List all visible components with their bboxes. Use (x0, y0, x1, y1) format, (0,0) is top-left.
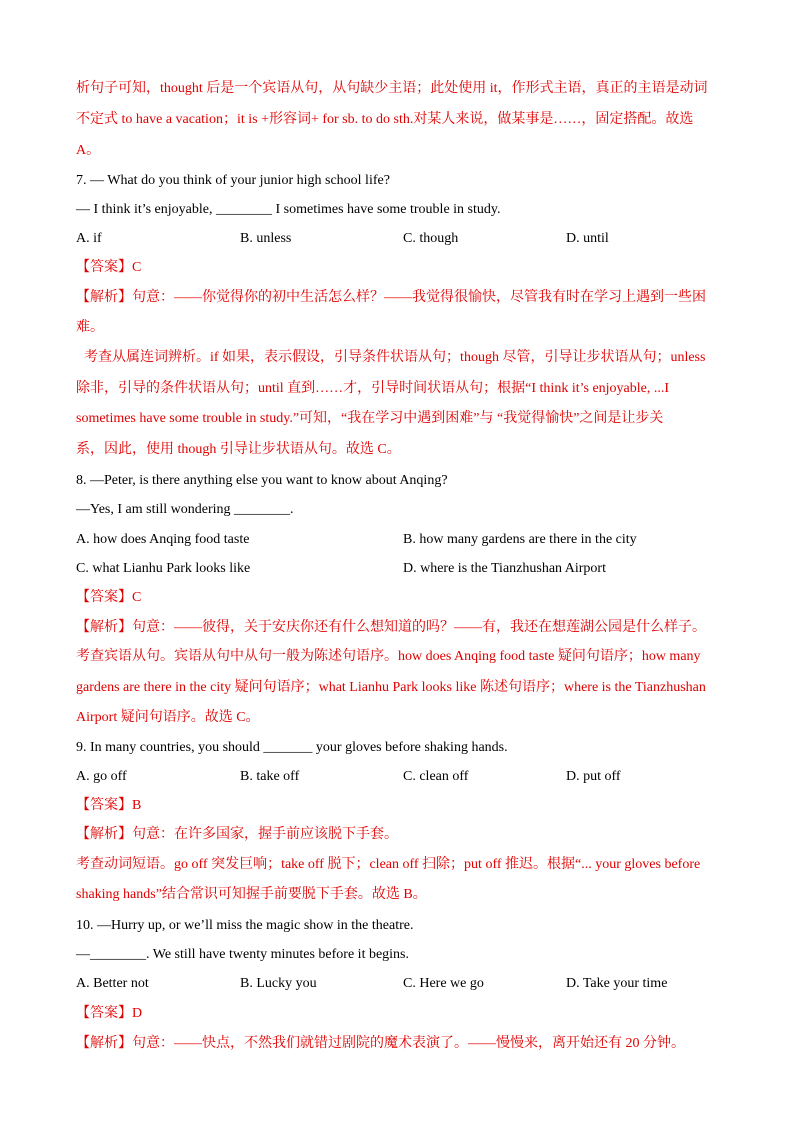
question-10-stem: 10. —Hurry up, or we’ll miss the magic show in the theatre. (76, 918, 414, 933)
answer-label: 【答案】C (76, 260, 142, 275)
explanation-line: 考查动词短语。go off 突发巨响；take off 脱下；clean off 扫除；put off 推迟。根据“... your gloves before (76, 857, 701, 872)
explanation-line: 析句子可知，thought 后是一个宾语从句，从句缺少主语；此处使用 it，作形式主语，真正的主语是动词 (76, 81, 708, 96)
option-d: D. where is the Tianzhushan Airport (403, 561, 606, 576)
option-d: D. Take your time (566, 976, 668, 991)
explanation-line: gardens are there in the city 疑问句语序；what Lianhu Park looks like 陈述句语序；where is the Tianzhushan (76, 680, 706, 695)
option-a: A. if (76, 231, 102, 246)
explanation-line: 【解析】句意：——快点，不然我们就错过剧院的魔术表演了。——慢慢来，离开始还有 20 分钟。 (76, 1036, 685, 1051)
option-b: B. how many gardens are there in the city (403, 532, 637, 547)
option-c: C. what Lianhu Park looks like (76, 561, 251, 576)
question-8-line: —Yes, I am still wondering ________. (76, 502, 294, 517)
explanation-line: 不定式 to have a vacation；it is +形容词+ for sb. to do sth.对某人来说，做某事是……，固定搭配。故选 (76, 112, 694, 127)
answer-label: 【答案】B (76, 798, 142, 813)
option-a: A. Better not (76, 976, 149, 991)
option-a: A. how does Anqing food taste (76, 532, 250, 547)
question-10-line: —________. We still have twenty minutes before it begins. (76, 947, 410, 962)
option-c: C. Here we go (403, 976, 484, 991)
explanation-line: 除非，引导的条件状语从句；until 直到……才，引导时间状语从句；根据“I think it’s enjoyable, ...I (76, 381, 670, 396)
explanation-line: A。 (76, 143, 101, 158)
explanation-line: 考查从属连词辨析。if 如果，表示假设，引导条件状语从句；though 尽管，引导让步状语从句；unless (84, 350, 706, 365)
option-b: B. unless (240, 231, 292, 246)
question-8-stem: 8. —Peter, is there anything else you want to know about Anqing? (76, 473, 448, 488)
answer-label: 【答案】D (76, 1006, 143, 1021)
explanation-line: sometimes have some trouble in study.”可知，“我在学习中遇到困难”与 “我觉得愉快”之间是让步关 (76, 411, 664, 426)
option-a: A. go off (76, 769, 127, 784)
answer-label: 【答案】C (76, 590, 142, 605)
question-7-stem: 7. — What do you think of your junior high school life? (76, 173, 390, 188)
explanation-line: shaking hands”结合常识可知握手前要脱下手套。故选 B。 (76, 887, 427, 902)
explanation-line: 【解析】句意：——你觉得你的初中生活怎么样？——我觉得很愉快，尽管我有时在学习上遇到一些困 (76, 290, 706, 305)
explanation-line: 系，因此，使用 though 引导让步状语从句。故选 C。 (76, 442, 401, 457)
explanation-line: 【解析】句意：——彼得，关于安庆你还有什么想知道的吗？——有，我还在想莲湖公园是什么样子。 (76, 620, 706, 635)
option-c: C. though (403, 231, 459, 246)
option-b: B. Lucky you (240, 976, 317, 991)
explanation-line: 难。 (76, 320, 104, 335)
explanation-line: 考查宾语从句。宾语从句中从句一般为陈述句语序。how does Anqing food taste 疑问句语序；how many (76, 649, 701, 664)
option-d: D. until (566, 231, 609, 246)
option-b: B. take off (240, 769, 300, 784)
explanation-line: Airport 疑问句语序。故选 C。 (76, 710, 260, 725)
question-7-line: — I think it’s enjoyable, ________ I sometimes have some trouble in study. (76, 202, 501, 217)
explanation-line: 【解析】句意：在许多国家，握手前应该脱下手套。 (76, 827, 398, 842)
option-c: C. clean off (403, 769, 469, 784)
question-9-stem: 9. In many countries, you should _______ your gloves before shaking hands. (76, 740, 508, 755)
option-d: D. put off (566, 769, 621, 784)
